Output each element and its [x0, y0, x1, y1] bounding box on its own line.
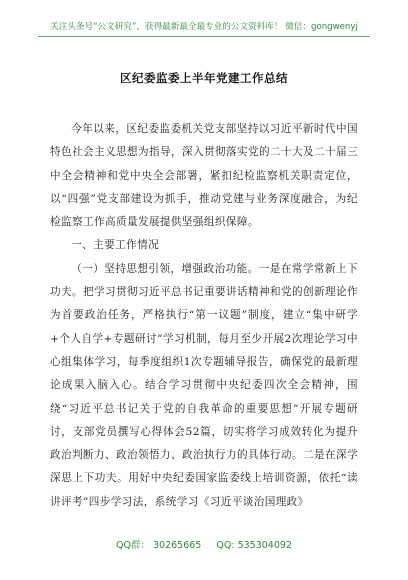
- subsection-paragraph: （一）坚持思想引领，增强政治功能。一是在常学常新上下功夫。把学习贯彻习近平总书记重要讲话精神和党的创新理论作为首要政治任务，严格执行“第一议题”制度，建立“集中研学+个人自学+专题研讨”学习机制，每月至少开展2次理论学习中心组集体学习，每季度组织1次专题辅导报告，确保党的最新理论成果入脑入心。结合学习贯彻中央纪委四次全会精神，围绕“习近平总书记关于党的自我革命的重要思想”开展专题研讨，支部党员撰写心得体会52篇，切实将学习成效转化为提升政治判断力、政治领悟力、政治执行力的具体行动。二是在深学深思上下功夫。用好中央纪委国家监委线上培训资源，依托“读讲评考”四步学习法，系统学习《习近平谈治国理政》: [50, 262, 358, 508]
- document-body: [50, 118, 358, 514]
- footer-contact: [0, 537, 408, 551]
- intro-paragraph: 今年以来，区纪委监委机关党支部坚持以习近平新时代中国特色社会主义思想为指导，深入贯彻落实党的二十大及二十届三中全会精神和党中央全会部署，紧扣纪检监察机关职责定位，以“四强”党支部建设为抓手，推动党建与业务深度融合，为纪检监察工作高质量发展提供坚强组织保障。: [50, 123, 358, 229]
- qq-number: QQ: 535304092: [216, 540, 292, 551]
- header-divider: [38, 36, 370, 37]
- document-title: 区纪委监委上半年党建工作总结: [120, 71, 288, 85]
- section-heading: 一、主要工作情况: [71, 239, 160, 252]
- qq-group-number: QQ群： 30265665: [116, 540, 202, 551]
- header-banner: 关注头条号“公文研究”，获得最新最全最专业的公文资料库！ 微信：gongwenyj: [50, 22, 358, 32]
